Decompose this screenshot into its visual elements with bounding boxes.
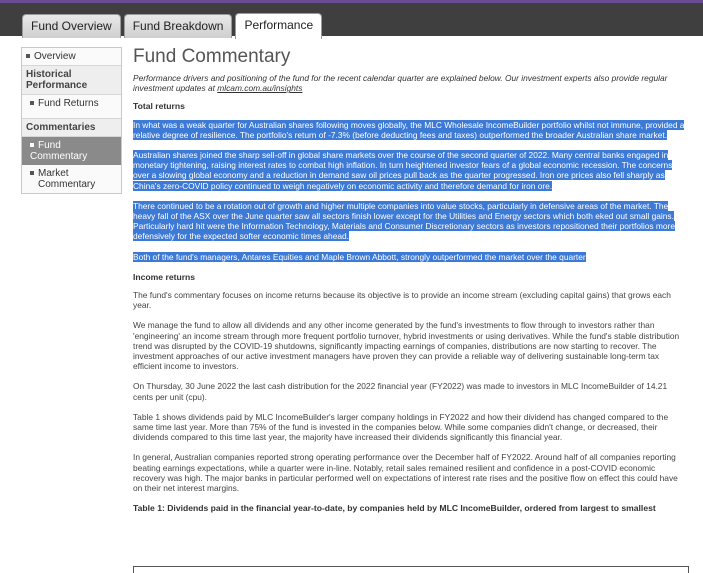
sidebar-nav xyxy=(21,47,122,194)
insights-link[interactable]: mlcam.com.au/insights xyxy=(217,83,303,94)
section-heading-total-returns: Total returns xyxy=(133,101,185,112)
sidebar-item-fund-commentary[interactable] xyxy=(22,137,121,165)
highlighted-paragraph[interactable] xyxy=(133,252,689,262)
body-paragraph: Table 1 shows dividends paid by MLC IncomeBuilder's larger company holdings in FY2022 and how their dividend has changed compared to the same time last year. More than 75% of the fund is invested in the companies below. While some companies didn't change, or decreased, their dividends compared to this time last year, the majority have increased their dividends significantly this financial year. xyxy=(133,411,669,443)
sidebar-item-label: Market Commentary xyxy=(38,168,96,190)
selected-text: Australian shares joined the sharp sell-off in global share markets over the course of the second quarter of 2022. Many central banks engaged in monetary tightening, raising interest rates to combat high inflation. In turn heightened investor fears of a global economic recession. The concerns over a slowing global economy and a reduction in demand saw oil prices pull back as the quarter progressed. Iron ore prices also fell sharply as China's zero-COVID policy continued to weigh negatively on economic activity and therefore demand for iron ore. xyxy=(133,150,673,191)
highlighted-paragraph[interactable] xyxy=(133,201,689,242)
bullet-icon xyxy=(30,101,34,105)
sidebar-item-label: Overview xyxy=(34,51,76,62)
bullet-icon xyxy=(30,171,34,175)
dividends-table xyxy=(133,566,689,573)
body-paragraph: In general, Australian companies reported strong operating performance over the December half of FY2022. Around half of all companies reporting beating earnings expectations, while a quarter were in-line. Notably, retail sales remained resilient and confidence in a post-COVID economic recovery was high. The major banks in particular performed well on expectations of interest rate rises and the positive flow on effect this could have on their net interest margins. xyxy=(133,452,678,494)
top-bar xyxy=(0,0,703,36)
sidebar-item-label: Fund Returns xyxy=(38,98,99,109)
sidebar-item-fund-returns[interactable] xyxy=(22,95,121,112)
bullet-icon xyxy=(30,143,34,147)
tab-fund-breakdown[interactable]: Fund Breakdown xyxy=(124,14,233,38)
intro-text xyxy=(133,73,689,93)
tab-performance[interactable]: Performance xyxy=(235,13,322,39)
main-content xyxy=(133,46,689,522)
selected-text: In what was a weak quarter for Australian shares following moves globally, the MLC Wholesale IncomeBuilder portfolio whilst not immune, provided a relative degree of resilience. The portfolio's return of -7.3% (before deducting fees and taxes) outperformed the broader Australian share market. xyxy=(133,119,685,140)
body-paragraph: On Thursday, 30 June 2022 the last cash distribution for the 2022 financial year (FY2022) was made to investors in MLC IncomeBuilder of 14.21 cents per unit (cpu). xyxy=(133,381,668,402)
sidebar-item-overview[interactable] xyxy=(22,48,121,65)
tab-fund-overview[interactable]: Fund Overview xyxy=(22,14,121,38)
sidebar-item-label: Fund Commentary xyxy=(30,140,88,162)
bullet-icon xyxy=(26,54,30,58)
page-title: Fund Commentary xyxy=(133,46,291,67)
sidebar-item-market-commentary[interactable] xyxy=(22,165,121,193)
tab-bar xyxy=(22,14,322,40)
sidebar-heading-commentaries: Commentaries xyxy=(22,118,121,137)
highlighted-paragraph[interactable] xyxy=(133,120,689,140)
body-paragraph: We manage the fund to allow all dividends and any other income generated by the fund's investments to flow through to investors rather than 'engineering' an income stream through more frequent portfolio turnover, hybrid investments or using derivatives. While the fund's stable distribution trend was disrupted by the COVID-19 shutdowns, significantly impacting earnings of companies, distributions are now starting to recover. The investment approaches of our active investment managers have proven they can provide a reliable way of delivering sustainable long-term tax efficient income to investors. xyxy=(133,320,680,372)
intro-copy: Performance drivers and positioning of the fund for the recent calendar quarter are explained below. Our investment experts also provide regular investment updates at xyxy=(133,73,668,94)
body-paragraph: The fund's commentary focuses on income returns because its objective is to provide an income stream (excluding capital gains) that grows each year. xyxy=(133,290,671,311)
highlighted-paragraph[interactable] xyxy=(133,150,689,191)
section-heading-income-returns: Income returns xyxy=(133,271,196,282)
selected-text: Both of the fund's managers, Antares Equities and Maple Brown Abbott, strongly outperformed the market over the quarter xyxy=(133,251,586,262)
sidebar-heading-historical-performance: Historical Performance xyxy=(22,65,121,95)
table-title: Table 1: Dividends paid in the financial year-to-date, by companies held by MLC IncomeBuilder, ordered from largest to smallest xyxy=(133,503,656,514)
selected-text: There continued to be a rotation out of growth and higher multiple companies into value stocks, particularly in defensive areas of the market. The heavy fall of the ASX over the June quarter saw all sectors finish lower except for the Utilities and Energy sectors which both eked out small gains. Particularly hard hit were the Information Technology, Materials and Consumer Discretionary sectors as investors repositioned their portfolios more defensively for the expected softer economic times ahead. xyxy=(133,200,675,242)
